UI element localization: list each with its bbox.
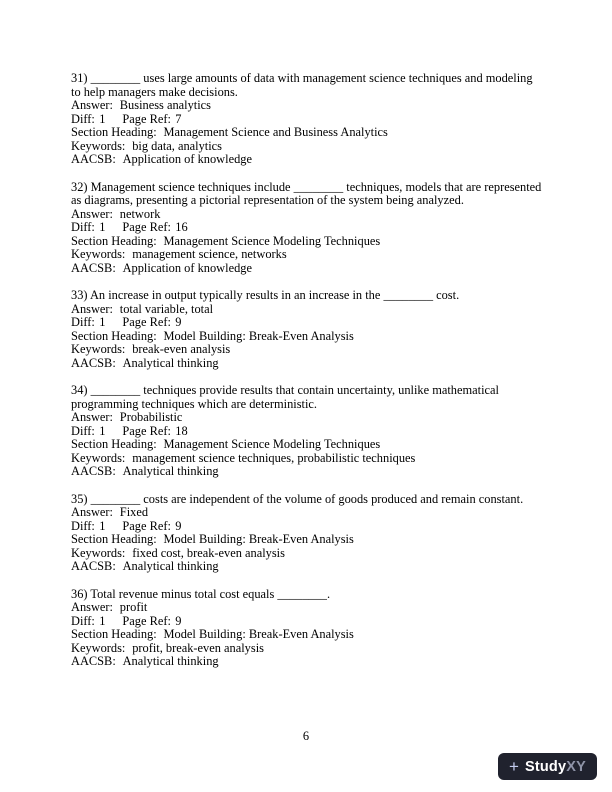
- section-heading-value: Model Building: Break-Even Analysis: [163, 532, 354, 546]
- section-heading-value: Management Science Modeling Techniques: [163, 437, 381, 451]
- pageref-value: 7: [175, 111, 182, 126]
- pageref-label: Page Ref:: [122, 111, 171, 126]
- pageref-value: 18: [175, 423, 188, 438]
- answer-line: [71, 303, 542, 317]
- aacsb-label: AACSB:: [71, 654, 116, 668]
- keywords-label: Keywords:: [71, 342, 126, 356]
- aacsb-line: [71, 357, 542, 371]
- aacsb-line: [71, 153, 542, 167]
- question-text: An increase in output typically results in an increase in the ________ cost.: [89, 288, 460, 302]
- pageref-label: Page Ref:: [122, 423, 171, 438]
- question-number: 34): [71, 383, 88, 397]
- section-heading-value: Model Building: Break-Even Analysis: [163, 627, 354, 641]
- brand-xy-text: XY: [566, 758, 586, 775]
- keywords-label: Keywords:: [71, 640, 126, 655]
- pageref-label: Page Ref:: [122, 315, 171, 329]
- keywords-line: [71, 547, 542, 561]
- answer-value: Business analytics: [119, 98, 211, 112]
- section-heading-label: Section Heading:: [71, 328, 157, 343]
- diff-value: 1: [99, 423, 106, 438]
- diff-value: 1: [99, 220, 106, 234]
- plus-icon: +: [509, 757, 519, 776]
- question-text: Management science techniques include ________ techniques, models that are represented as diagrams, presenting a pictorial representation of the system being analyzed.: [71, 179, 542, 207]
- question-number: 31): [71, 71, 88, 85]
- diff-pageref-line: [71, 425, 542, 439]
- pageref-label: Page Ref:: [122, 220, 171, 234]
- diff-value: 1: [99, 111, 106, 126]
- question-text-line: [71, 588, 542, 602]
- aacsb-value: Application of knowledge: [122, 260, 252, 275]
- keywords-line: [71, 642, 542, 656]
- question-text: ________ uses large amounts of data with management science techniques and modeling to help managers make decisions.: [71, 71, 533, 99]
- answer-label: Answer:: [71, 98, 113, 112]
- question-block: [71, 289, 542, 370]
- diff-label: Diff:: [71, 518, 95, 533]
- aacsb-value: Analytical thinking: [122, 355, 219, 370]
- diff-value: 1: [99, 518, 106, 533]
- section-heading-line: [71, 235, 542, 249]
- question-block: [71, 72, 542, 167]
- aacsb-label: AACSB:: [71, 355, 116, 370]
- answer-value: network: [119, 206, 161, 221]
- section-heading-label: Section Heading:: [71, 125, 157, 139]
- section-heading-label: Section Heading:: [71, 532, 157, 546]
- section-heading-label: Section Heading:: [71, 437, 157, 451]
- question-number: 35): [71, 491, 88, 506]
- question-number: 36): [71, 586, 88, 601]
- diff-pageref-line: [71, 221, 542, 235]
- question-number: 32): [71, 179, 88, 194]
- aacsb-value: Application of knowledge: [122, 152, 252, 166]
- answer-label: Answer:: [71, 505, 113, 519]
- question-text: ________ techniques provide results that contain uncertainty, unlike mathematical programming techniques which are deterministic.: [71, 383, 499, 411]
- diff-value: 1: [99, 315, 106, 329]
- studyxy-logo: [498, 753, 597, 780]
- diff-pageref-line: [71, 113, 542, 127]
- answer-line: [71, 208, 542, 222]
- answer-label: Answer:: [71, 410, 113, 424]
- question-text-line: [71, 181, 542, 208]
- keywords-value: management science techniques, probabilistic techniques: [132, 450, 416, 465]
- answer-line: [71, 99, 542, 113]
- diff-label: Diff:: [71, 423, 95, 438]
- diff-pageref-line: [71, 520, 542, 534]
- answer-line: [71, 601, 542, 615]
- section-heading-value: Management Science and Business Analytics: [163, 125, 388, 139]
- answer-label: Answer:: [71, 301, 113, 316]
- pageref-value: 9: [175, 613, 182, 628]
- keywords-value: management science, networks: [132, 247, 287, 261]
- question-text: ________ costs are independent of the volume of goods produced and remain constant.: [90, 491, 524, 506]
- aacsb-value: Analytical thinking: [122, 654, 219, 668]
- answer-label: Answer:: [71, 206, 113, 221]
- answer-value: Fixed: [119, 505, 149, 519]
- question-number: 33): [71, 288, 88, 302]
- answer-value: total variable, total: [119, 301, 214, 316]
- section-heading-value: Management Science Modeling Techniques: [163, 233, 381, 248]
- diff-pageref-line: [71, 316, 542, 330]
- diff-label: Diff:: [71, 315, 95, 329]
- keywords-line: [71, 452, 542, 466]
- diff-value: 1: [99, 613, 106, 628]
- answer-line: [71, 411, 542, 425]
- section-heading-line: [71, 126, 542, 140]
- diff-label: Diff:: [71, 220, 95, 234]
- aacsb-line: [71, 560, 542, 574]
- aacsb-value: Analytical thinking: [122, 464, 219, 478]
- keywords-value: big data, analytics: [132, 138, 222, 153]
- pageref-value: 16: [175, 220, 188, 234]
- pageref-value: 9: [175, 518, 182, 533]
- pageref-label: Page Ref:: [122, 613, 171, 628]
- pageref-value: 9: [175, 315, 182, 329]
- page-number: 6: [302, 729, 310, 743]
- section-heading-label: Section Heading:: [71, 627, 157, 641]
- keywords-line: [71, 343, 542, 357]
- keywords-line: [71, 248, 542, 262]
- section-heading-line: [71, 628, 542, 642]
- section-heading-line: [71, 438, 542, 452]
- answer-value: profit: [119, 600, 148, 614]
- keywords-value: fixed cost, break-even analysis: [132, 545, 285, 560]
- keywords-label: Keywords:: [71, 247, 126, 261]
- section-heading-line: [71, 533, 542, 547]
- diff-label: Diff:: [71, 613, 95, 628]
- question-block: [71, 588, 542, 669]
- answer-value: Probabilistic: [119, 410, 183, 424]
- brand-study-text: Study: [524, 758, 567, 775]
- section-heading-line: [71, 330, 542, 344]
- section-heading-label: Section Heading:: [71, 233, 157, 248]
- keywords-value: profit, break-even analysis: [132, 640, 264, 655]
- question-text: Total revenue minus total cost equals ________.: [90, 586, 331, 601]
- aacsb-label: AACSB:: [71, 464, 116, 478]
- keywords-line: [71, 140, 542, 154]
- aacsb-line: [71, 465, 542, 479]
- aacsb-label: AACSB:: [71, 559, 116, 573]
- keywords-label: Keywords:: [71, 138, 126, 153]
- question-block: [71, 181, 542, 276]
- aacsb-label: AACSB:: [71, 152, 116, 166]
- keywords-value: break-even analysis: [132, 342, 231, 356]
- diff-label: Diff:: [71, 111, 95, 126]
- question-text-line: [71, 289, 542, 303]
- aacsb-label: AACSB:: [71, 260, 116, 275]
- pageref-label: Page Ref:: [122, 518, 171, 533]
- aacsb-line: [71, 262, 542, 276]
- answer-label: Answer:: [71, 600, 113, 614]
- aacsb-line: [71, 655, 542, 669]
- section-heading-value: Model Building: Break-Even Analysis: [163, 328, 354, 343]
- diff-pageref-line: [71, 615, 542, 629]
- question-block: [71, 493, 542, 574]
- question-block: [71, 384, 542, 479]
- keywords-label: Keywords:: [71, 545, 126, 560]
- aacsb-value: Analytical thinking: [122, 559, 219, 573]
- question-text-line: [71, 493, 542, 507]
- keywords-label: Keywords:: [71, 450, 126, 465]
- question-text-line: [71, 72, 542, 99]
- answer-line: [71, 506, 542, 520]
- question-text-line: [71, 384, 542, 411]
